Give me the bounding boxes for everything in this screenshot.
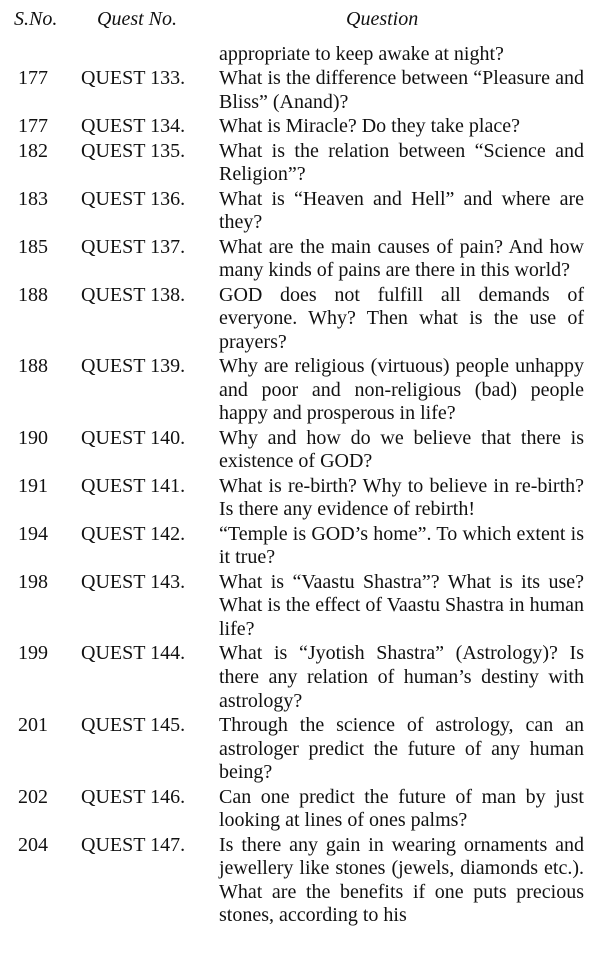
row-question-text: GOD does not fulfill all demands of everyone. Why? Then what is the use of prayers?: [219, 283, 584, 353]
table-row: [0, 115, 600, 139]
row-quest-no: QUEST 145.: [81, 713, 186, 736]
row-quest-no: QUEST 137.: [81, 235, 186, 258]
table-row: [0, 355, 600, 426]
table-row: [0, 427, 600, 474]
table-row: [0, 786, 600, 833]
row-sno: 198: [18, 570, 48, 593]
row-question-text: What is the relation between “Science and Religion”?: [219, 139, 584, 186]
row-question-text: appropriate to keep awake at night?: [219, 43, 504, 65]
row-sno: 182: [18, 139, 48, 162]
row-quest-no: QUEST 136.: [81, 187, 186, 210]
row-question-text: What is Miracle? Do they take place?: [219, 115, 520, 138]
table-row: [0, 284, 600, 355]
row-quest-no: QUEST 134.: [81, 115, 186, 138]
row-quest-no: QUEST 135.: [81, 139, 186, 162]
row-sno: 188: [18, 355, 48, 378]
row-question-text: What is re-birth? Why to believe in re-birth? Is there any evidence of rebirth!: [219, 474, 584, 521]
table-row: [0, 475, 600, 522]
row-question-text: Is there any gain in wearing ornaments and jewellery like stones (jewels, diamonds etc.). What are the benefits if one puts precious stones, according to his: [219, 833, 584, 927]
table-header: [0, 8, 600, 36]
row-question-text: Why are religious (virtuous) people unhappy and poor and non-religious (bad) people happy and prosperous in life?: [219, 355, 584, 425]
row-question-text: What is “Heaven and Hell” and where are they?: [219, 187, 584, 234]
row-quest-no: QUEST 143.: [81, 570, 186, 593]
table-row: [0, 834, 600, 928]
row-sno: 202: [18, 785, 48, 808]
row-question-text: Can one predict the future of man by just looking at lines of ones palms?: [219, 785, 584, 832]
row-question-text: Through the science of astrology, can an astrologer predict the future of any human being?: [219, 713, 584, 784]
row-quest-no: QUEST 144.: [81, 642, 186, 665]
table-row: [0, 642, 600, 713]
row-question-text: Why and how do we believe that there is existence of GOD?: [219, 426, 584, 473]
row-question-text: “Temple is GOD’s home”. To which extent is it true?: [219, 522, 584, 569]
row-sno: 201: [18, 713, 48, 736]
row-quest-no: QUEST 139.: [81, 355, 186, 378]
table-row: [0, 140, 600, 187]
table-row: [0, 188, 600, 235]
row-sno: 177: [18, 67, 48, 90]
row-quest-no: QUEST 138.: [81, 283, 186, 306]
row-sno: 185: [18, 235, 48, 258]
row-quest-no: QUEST 142.: [81, 522, 186, 545]
row-quest-no: QUEST 141.: [81, 474, 186, 497]
row-sno: 190: [18, 426, 48, 449]
header-question: Question: [346, 8, 419, 30]
question-list: [0, 43, 600, 929]
row-sno: 204: [18, 833, 48, 856]
table-row: [0, 714, 600, 785]
header-quest-no: Quest No.: [97, 8, 177, 30]
table-row: [0, 523, 600, 570]
header-sno: S.No.: [14, 8, 58, 30]
table-row: [0, 571, 600, 642]
table-row: [0, 67, 600, 114]
table-row: [0, 43, 600, 67]
row-question-text: What is “Jyotish Shastra” (Astrology)? Is there any relation of human’s destiny with astrology?: [219, 642, 584, 712]
row-sno: 183: [18, 187, 48, 210]
row-sno: 199: [18, 642, 48, 665]
row-quest-no: QUEST 146.: [81, 785, 186, 808]
row-question-text: What is “Vaastu Shastra”? What is its use? What is the effect of Vaastu Shastra in human life?: [219, 570, 584, 641]
row-sno: 188: [18, 283, 48, 306]
row-question-text: What are the main causes of pain? And how many kinds of pains are there in this world?: [219, 235, 584, 282]
table-row: [0, 236, 600, 283]
row-sno: 191: [18, 474, 48, 497]
row-quest-no: QUEST 140.: [81, 426, 186, 449]
row-sno: 177: [18, 115, 48, 138]
row-quest-no: QUEST 147.: [81, 833, 186, 856]
row-sno: 194: [18, 522, 48, 545]
row-quest-no: QUEST 133.: [81, 67, 186, 90]
row-question-text: What is the difference between “Pleasure and Bliss” (Anand)?: [219, 67, 584, 113]
